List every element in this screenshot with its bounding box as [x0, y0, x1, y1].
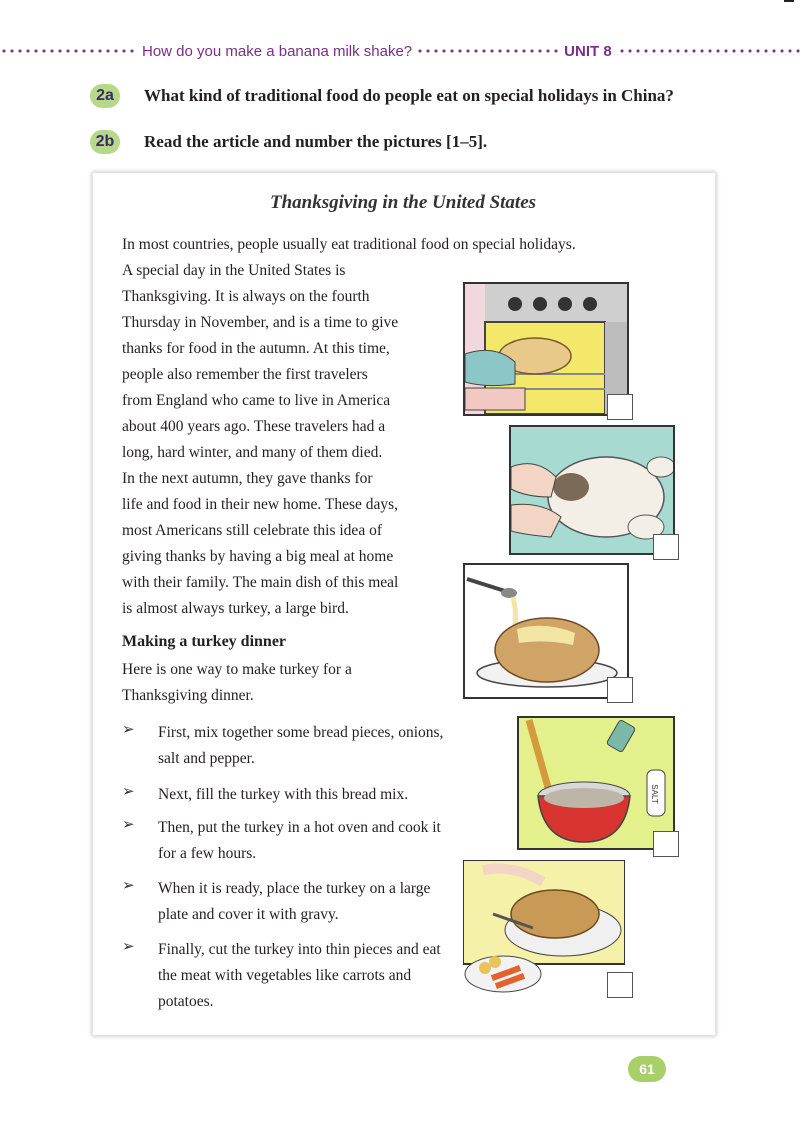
step-item — [122, 815, 448, 867]
number-box[interactable] — [653, 831, 679, 857]
intro-line: Thanksgiving dinner. — [122, 687, 254, 704]
subheading: Making a turkey dinner — [122, 633, 287, 650]
cutting-illustration — [463, 860, 625, 1000]
lesson-title: How do you make a banana milk shake? — [142, 42, 413, 60]
article-line: thanks for food in the autumn. At this time, — [122, 340, 390, 357]
mixing-illustration — [519, 718, 673, 848]
article-line: Thursday in November, and is a time to give — [122, 314, 399, 331]
corner-mark — [784, 0, 794, 2]
article-line: long, hard winter, and many of them died. — [122, 444, 383, 461]
task-badge: 2a — [90, 84, 120, 108]
dotted-rule — [618, 49, 800, 53]
step-item — [122, 876, 448, 928]
step-text: When it is ready, place the turkey on a large plate and cover it with gravy. — [158, 880, 431, 923]
number-box[interactable] — [607, 972, 633, 998]
intro-line: Here is one way to make turkey for a — [122, 661, 352, 678]
task-question: What kind of traditional food do people eat on special holidays in China? — [144, 86, 674, 105]
picture-cutting — [463, 860, 625, 1000]
step-item — [122, 937, 448, 1015]
article-line: people also remember the first travelers — [122, 366, 368, 383]
step-item — [122, 720, 448, 772]
page-number: 61 — [628, 1056, 666, 1082]
step-text: Finally, cut the turkey into thin pieces and eat the meat with vegetables like carrots and potatoes. — [158, 941, 441, 1010]
step-item — [122, 782, 448, 808]
picture-mixing — [517, 716, 675, 850]
arrow-bullet-icon: ➢ — [122, 939, 135, 955]
picture-filling — [509, 425, 675, 555]
article-line: with their family. The main dish of this meal — [122, 574, 399, 591]
unit-label: UNIT 8 — [564, 42, 612, 60]
task-2a — [90, 84, 674, 108]
arrow-bullet-icon: ➢ — [122, 878, 135, 894]
oven-illustration — [465, 284, 627, 414]
page-header — [0, 40, 800, 62]
salt-label: SALT — [650, 784, 659, 804]
task-2b — [90, 130, 487, 154]
picture-oven — [463, 282, 629, 416]
task-badge: 2b — [90, 130, 120, 154]
article-line: In the next autumn, they gave thanks for — [122, 470, 373, 487]
article-line: Thanksgiving. It is always on the fourth — [122, 288, 370, 305]
filling-illustration — [511, 427, 673, 553]
number-box[interactable] — [607, 394, 633, 420]
picture-gravy — [463, 563, 629, 699]
step-text: Next, fill the turkey with this bread mix. — [158, 786, 409, 803]
article-line: about 400 years ago. These travelers had a — [122, 418, 386, 435]
gravy-illustration — [465, 565, 627, 697]
article-line: A special day in the United States is — [122, 262, 346, 279]
article-title: Thanksgiving in the United States — [269, 192, 537, 213]
article-line: is almost always turkey, a large bird. — [122, 600, 349, 617]
article-line: In most countries, people usually eat traditional food on special holidays. — [122, 236, 576, 253]
step-text: Then, put the turkey in a hot oven and cook it for a few hours. — [158, 819, 441, 862]
dotted-rule — [416, 49, 558, 53]
article-line: most Americans still celebrate this idea of — [122, 522, 382, 539]
number-box[interactable] — [653, 534, 679, 560]
dotted-rule — [0, 49, 138, 53]
article-line: life and food in their new home. These days, — [122, 496, 399, 513]
arrow-bullet-icon: ➢ — [122, 722, 135, 738]
arrow-bullet-icon: ➢ — [122, 817, 135, 833]
task-instruction: Read the article and number the pictures [1–5]. — [144, 132, 488, 151]
article-line: from England who came to live in America — [122, 392, 391, 409]
number-box[interactable] — [607, 677, 633, 703]
article-line: giving thanks by having a big meal at home — [122, 548, 394, 565]
step-text: First, mix together some bread pieces, onions, salt and pepper. — [158, 724, 444, 767]
arrow-bullet-icon: ➢ — [122, 784, 135, 800]
